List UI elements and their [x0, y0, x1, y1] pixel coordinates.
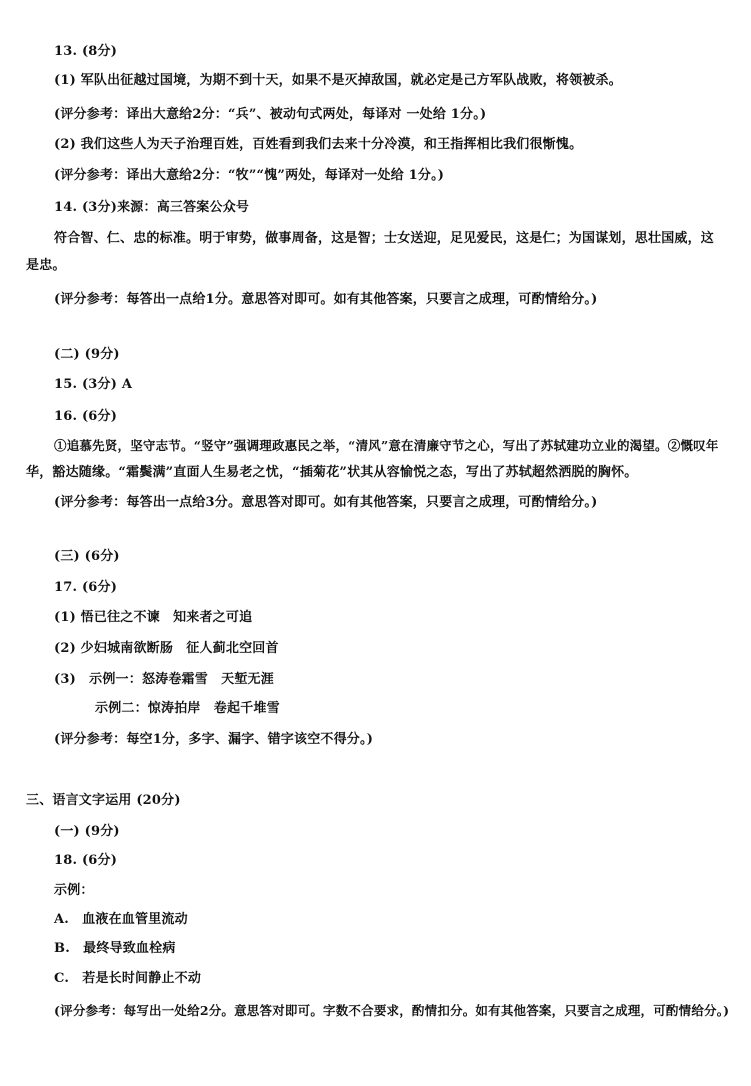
q18-scoring: (评分参考：每写出一处给2分。意思答对即可。字数不合要求，酌情扣分。如有其他答案，只要言之成理，可酌情给分。): [54, 1003, 730, 1018]
q13-answer-2: (2) 我们这些人为天子治理百姓，百姓看到我们去来十分冷漠，和王指挥相比我们很惭愧。: [54, 137, 583, 152]
q13-answer-1: (1) 军队出征越过国境，为期不到十天，如果不是灭掉敌国，就必定是己方军队战败，将领被杀。: [54, 73, 622, 88]
q17-heading: 17. (6分): [54, 580, 118, 595]
q14-answer-line-1: 符合智、仁、忠的标准。明于审势，做事周备，这是智；士女送迎，足见爱民，这是仁；为国谋划，思壮国威，这: [54, 231, 715, 246]
q17-answer-2: (2) 少妇城南欲断肠 征人蓟北空回首: [54, 641, 279, 656]
q17-answer-3: (3) 示例一：怒涛卷霜雪 天堑无涯: [54, 672, 274, 687]
section-three-heading: (三) (6分): [54, 549, 120, 564]
q18-heading: 18. (6分): [54, 853, 118, 868]
q18-answer-b: B. 最终导致血栓病: [54, 941, 176, 956]
q16-scoring: (评分参考：每答出一点给3分。意思答对即可。如有其他答案，只要言之成理，可酌情给分。): [54, 495, 598, 510]
section-one-heading: (一) (9分): [54, 824, 120, 839]
q14-answer-line-2: 是忠。: [26, 258, 66, 273]
q13-heading: 13. (8分): [54, 44, 118, 59]
q13-scoring-2: (评分参考：译出大意给2分：“牧”“愧”两处，每译对一处给 1分。): [54, 168, 445, 183]
q16-heading: 16. (6分): [54, 409, 118, 424]
q13-scoring-1: (评分参考：译出大意给2分：“兵”、被动句式两处，每译对 一处给 1分。): [54, 107, 487, 122]
q18-example-label: 示例：: [54, 883, 94, 898]
part-three-heading: 三、语言文字运用 (20分): [26, 793, 181, 808]
q14-scoring: (评分参考：每答出一点给1分。意思答对即可。如有其他答案，只要言之成理，可酌情给分。): [54, 292, 598, 307]
q16-answer-line-2: 华，豁达随缘。“霜鬓满”直面人生易老之忧，“插菊花”状其从容愉悦之态，写出了苏轼超然洒脱的胸怀。: [26, 465, 638, 480]
q14-heading: 14. (3分)来源：高三答案公众号: [54, 200, 250, 215]
section-two-heading: (二) (9分): [54, 347, 120, 362]
q15-answer: 15. (3分) A: [54, 377, 133, 392]
q17-scoring: (评分参考：每空1分，多字、漏字、错字该空不得分。): [54, 732, 374, 747]
q17-answer-3-example-2: 示例二：惊涛拍岸 卷起千堆雪: [95, 701, 280, 716]
q16-answer-line-1: ①追慕先贤，坚守志节。“竖守”强调理政惠民之举，“清风”意在清廉守节之心，写出了苏轼建功立业的渴望。②慨叹年: [54, 438, 719, 453]
q17-answer-1: (1) 悟已往之不谏 知来者之可追: [54, 610, 253, 625]
q18-answer-a: A. 血液在血管里流动: [54, 912, 188, 927]
q18-answer-c: C. 若是长时间静止不动: [54, 971, 202, 986]
